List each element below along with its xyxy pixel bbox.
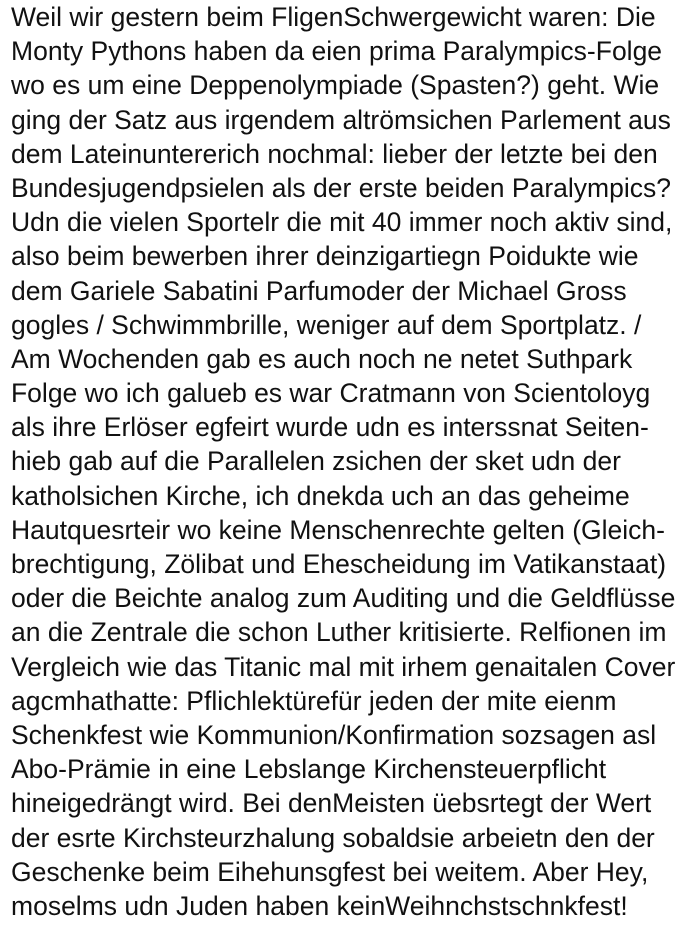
text-line: oder die Beichte analog zum Auditing und die Geldflüsse <box>11 583 676 614</box>
text-line: wo es um eine Deppenolympiade (Spasten?) geht. Wie <box>11 70 660 101</box>
text-line: Udn die vielen Sportelr die mit 40 immer noch aktiv sind, <box>11 207 673 238</box>
text-line: hineigedrängt wird. Bei denMeisten üebsrtegt der Wert <box>11 788 652 819</box>
text-line: der esrte Kirchsteurzhalung sobaldsie arbeietn den der <box>11 822 655 853</box>
text-line: also beim bewerben ihrer deinzigartiegn Poidukte wie <box>11 241 639 272</box>
text-line: an die Zentrale die schon Luther kritisierte. Relfionen im <box>11 617 667 648</box>
text-line: katholsichen Kirche, ich dnekda uch an das geheime <box>11 480 630 511</box>
text-line: brechtigung, Zölibat und Ehescheidung im Vatikanstaat) <box>11 549 667 579</box>
text-line: als ihre Erlöser egfeirt wurde udn es interssnat Seiten- <box>11 412 649 443</box>
text-line: Monty Pythons haben da eien prima Paralympics-Folge <box>11 36 663 67</box>
text-line: Abo-Prämie in eine Lebslange Kirchensteuerpflicht <box>11 754 607 785</box>
text-line: gogles / Schwimmbrille, weniger auf dem Sportplatz. / <box>11 309 642 340</box>
text-line: ging der Satz aus irgendem altrömsichen Parlement aus <box>11 104 671 135</box>
text-line: Geschenke beim Eihehunsgfest bei weitem. Aber Hey, <box>11 856 649 887</box>
text-line: dem Lateinuntererich nochmal: lieber der letzte bei den <box>11 138 658 169</box>
text-line: Weil wir gestern beim FligenSchwergewicht waren: Die <box>11 2 656 32</box>
text-line: agcmhathatte: Pflichlektürefür jeden der mite eienm <box>11 685 617 716</box>
document-body <box>11 0 681 923</box>
text-line: moselms udn Juden haben keinWeihnchstschnkfest! <box>11 890 628 921</box>
text-line: hieb gab auf die Parallelen zsichen der sket udn der <box>11 446 621 477</box>
text-line: Folge wo ich galueb es war Cratmann von Scientoloyg <box>11 378 651 409</box>
text-line: Schenkfest wie Kommunion/Konfirmation sozsagen asl <box>11 719 657 750</box>
text-line: Bundesjugendpsielen als der erste beiden Paralympics? <box>11 172 671 203</box>
text-line: Vergleich wie das Titanic mal mit irhem genaitalen Cover <box>11 651 676 682</box>
text-line: Am Wochenden gab es auch noch ne netet Suthpark <box>11 343 633 374</box>
text-line: Hautquesrteir wo keine Menschenrechte gelten (Gleich- <box>11 514 665 545</box>
text-line: dem Gariele Sabatini Parfumoder der Michael Gross <box>11 275 627 306</box>
